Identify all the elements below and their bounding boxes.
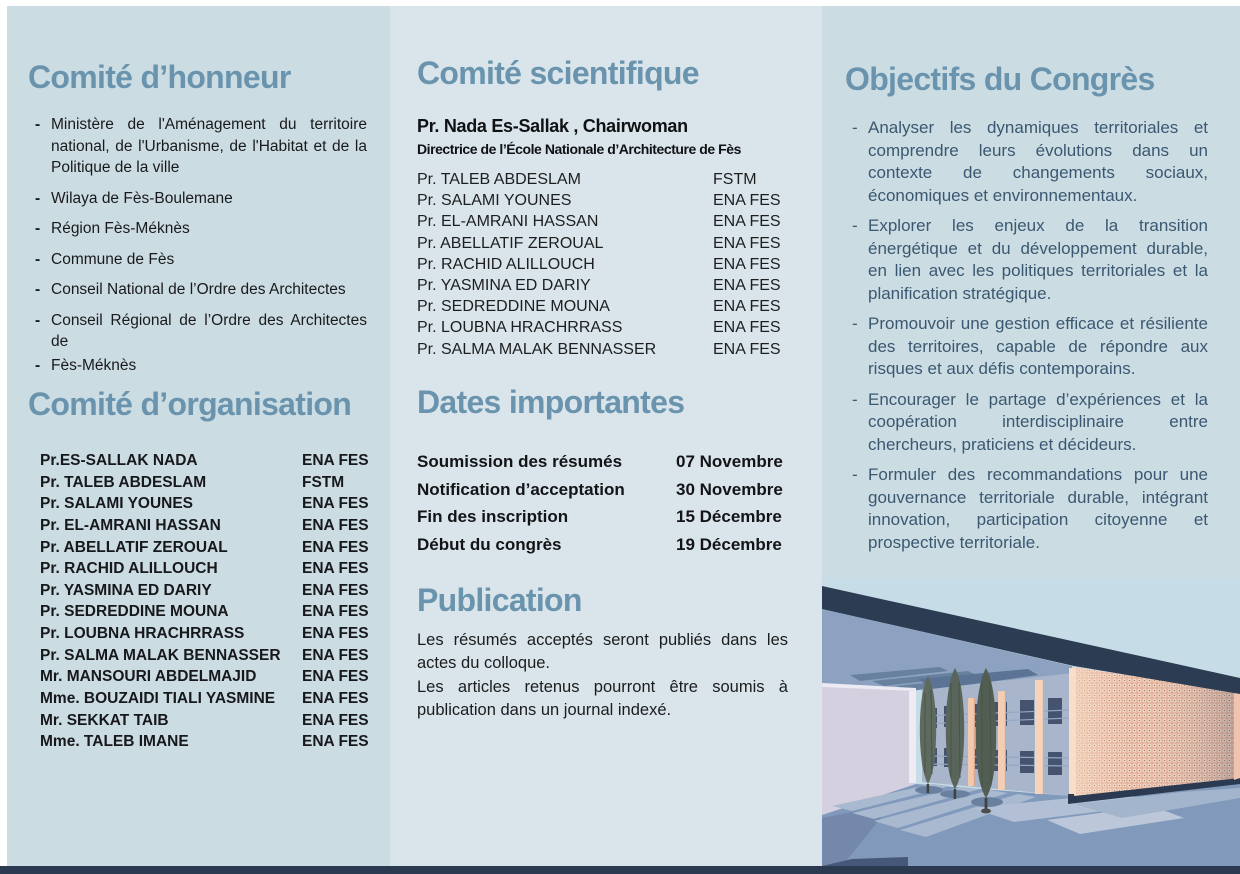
date-value: 30 Novembre bbox=[676, 479, 783, 499]
member-affiliation: ENA FES bbox=[713, 255, 781, 273]
dash-marker: - bbox=[852, 118, 858, 137]
member-name: Pr.ES-SALLAK NADA bbox=[40, 452, 198, 469]
date-row bbox=[417, 452, 789, 480]
date-label: Fin des inscription bbox=[417, 507, 569, 527]
dates-table bbox=[417, 452, 789, 563]
member-name: Pr. YASMINA ED DARIY bbox=[40, 581, 212, 599]
honneur-item-text: Conseil National de l’Ordre des Architectes bbox=[51, 281, 346, 298]
member-name: Mme. BOUZAIDI TIALI YASMINE bbox=[40, 690, 276, 708]
dash-marker: - bbox=[35, 311, 41, 329]
member-name: Pr. SEDREDDINE MOUNA bbox=[417, 298, 610, 316]
member-affiliation: ENA FES bbox=[302, 625, 369, 643]
member-name: Pr. YASMINA ED DARIY bbox=[417, 276, 591, 294]
honneur-item-text: Wilaya de Fès-Boulemane bbox=[51, 189, 233, 207]
objectif-item-text: Explorer les enjeux de la transition énergétique et du développement durable, en lien avec les politiques territoriales et la planification stratégique. bbox=[868, 216, 1208, 303]
member-affiliation: ENA FES bbox=[302, 711, 369, 729]
member-affiliation: ENA FES bbox=[302, 452, 369, 469]
honneur-item bbox=[35, 355, 367, 377]
honneur-item bbox=[35, 188, 367, 210]
member-affiliation: ENA FES bbox=[302, 690, 369, 708]
member-affiliation: ENA FES bbox=[713, 234, 781, 252]
objectif-item bbox=[852, 464, 1208, 554]
member-affiliation: ENA FES bbox=[302, 646, 369, 664]
member-row bbox=[40, 647, 370, 669]
member-affiliation: ENA FES bbox=[713, 192, 781, 210]
member-row bbox=[40, 690, 370, 712]
honneur-item bbox=[35, 310, 367, 353]
publication-paragraph: Les articles retenus pourront être soumis à publication dans un journal indexé. bbox=[417, 677, 788, 720]
dates-title: Dates importantes bbox=[417, 384, 685, 420]
honneur-item bbox=[35, 249, 367, 271]
member-row bbox=[40, 495, 370, 517]
member-name: Pr. SALAMI YOUNES bbox=[40, 495, 194, 513]
member-row bbox=[417, 235, 789, 256]
objectif-item-text: Formuler des recommandations pour une gouvernance territoriale durable, intégrant innovation, participation citoyenne et prospective territoriale. bbox=[868, 465, 1208, 552]
member-row bbox=[417, 256, 789, 277]
member-name: Mr. MANSOURI ABDELMAJID bbox=[40, 668, 257, 686]
member-affiliation: ENA FES bbox=[302, 668, 369, 686]
member-row bbox=[417, 171, 789, 192]
member-affiliation: ENA FES bbox=[713, 298, 781, 316]
member-name: Mme. TALEB IMANE bbox=[40, 733, 189, 751]
member-name: Pr. SALMA MALAK BENNASSER bbox=[40, 646, 281, 664]
objectif-item bbox=[852, 389, 1208, 457]
dash-marker: - bbox=[852, 465, 858, 484]
member-row bbox=[40, 539, 370, 561]
chairwoman-name: Pr. Nada Es-Sallak , Chairwoman bbox=[417, 116, 688, 136]
honneur-title: Comité d’honneur bbox=[28, 59, 291, 95]
back-facade bbox=[922, 673, 1072, 796]
member-affiliation: ENA FES bbox=[713, 276, 781, 294]
member-row bbox=[40, 560, 370, 582]
member-name: Mr. SEKKAT TAIB bbox=[40, 711, 169, 729]
date-value: 07 Novembre bbox=[676, 452, 783, 471]
publication-title: Publication bbox=[417, 582, 582, 618]
scientifique-title: Comité scientifique bbox=[417, 55, 699, 91]
member-row bbox=[40, 603, 370, 625]
member-affiliation: ENA FES bbox=[302, 560, 369, 578]
honneur-item-text: Conseil Régional de l’Ordre des Architectes de bbox=[51, 311, 367, 350]
objectif-item bbox=[852, 215, 1208, 305]
member-name: Pr. SEDREDDINE MOUNA bbox=[40, 603, 229, 621]
member-row bbox=[417, 213, 789, 234]
scientifique-member-table bbox=[417, 171, 789, 362]
member-name: Pr. TALEB ABDESLAM bbox=[417, 171, 581, 188]
date-row bbox=[417, 480, 789, 508]
organisation-member-table bbox=[40, 452, 370, 755]
date-value: 19 Décembre bbox=[676, 535, 782, 555]
date-label: Début du congrès bbox=[417, 535, 562, 555]
honneur-item-text: Région Fès-Méknès bbox=[51, 220, 190, 237]
objectif-item bbox=[852, 313, 1208, 381]
member-affiliation: ENA FES bbox=[302, 603, 369, 621]
honneur-item bbox=[35, 218, 367, 240]
member-affiliation: FSTM bbox=[713, 171, 757, 188]
member-name: Pr. SALMA MALAK BENNASSER bbox=[417, 340, 657, 358]
dash-marker: - bbox=[35, 220, 41, 237]
member-row bbox=[40, 625, 370, 647]
dash-marker: - bbox=[852, 314, 858, 333]
objectif-item-text: Promouvoir une gestion efficace et résiliente des territoires, capable de répondre aux risques et aux défis contemporains. bbox=[868, 314, 1208, 378]
member-name: Pr. RACHID ALILLOUCH bbox=[417, 255, 595, 273]
date-label: Notification d’acceptation bbox=[417, 479, 625, 499]
member-name: Pr. RACHID ALILLOUCH bbox=[40, 560, 218, 578]
honneur-item-text: Commune de Fès bbox=[51, 250, 175, 268]
dash-marker: - bbox=[35, 281, 41, 298]
date-value: 15 Décembre bbox=[676, 507, 782, 527]
member-name: Pr. LOUBNA HRACHRRASS bbox=[417, 319, 623, 337]
member-name: Pr. EL-AMRANI HASSAN bbox=[417, 213, 599, 231]
publication-paragraph: Les résumés acceptés seront publiés dans les actes du colloque. bbox=[417, 631, 788, 673]
date-row bbox=[417, 535, 789, 563]
member-name: Pr. EL-AMRANI HASSAN bbox=[40, 516, 221, 534]
honneur-item bbox=[35, 279, 367, 301]
publication-text bbox=[417, 629, 788, 723]
member-affiliation: ENA FES bbox=[302, 733, 369, 751]
dash-marker: - bbox=[852, 216, 858, 235]
member-name: Pr. ABELLATIF ZEROUAL bbox=[417, 234, 604, 252]
member-row bbox=[417, 319, 789, 340]
objectifs-list bbox=[852, 117, 1208, 562]
member-affiliation: ENA FES bbox=[302, 516, 369, 534]
member-name: Pr. ABELLATIF ZEROUAL bbox=[40, 538, 228, 556]
member-row bbox=[40, 582, 370, 604]
member-affiliation: FSTM bbox=[302, 473, 345, 491]
dash-marker: - bbox=[852, 389, 858, 409]
objectif-item bbox=[852, 117, 1208, 207]
honneur-item-text: Ministère de l'Aménagement du territoire national, de l'Urbanisme, de l'Habitat et de la Politique de la ville bbox=[51, 116, 367, 176]
dash-marker: - bbox=[35, 250, 41, 268]
member-row bbox=[40, 474, 370, 496]
member-affiliation: ENA FES bbox=[713, 213, 781, 231]
objectif-item-text: Analyser les dynamiques territoriales et comprendre leurs évolutions dans un contexte de changements sociaux, économiques et environnementaux. bbox=[868, 118, 1208, 205]
member-row bbox=[40, 452, 370, 474]
bottom-navy-bar bbox=[0, 866, 1240, 874]
member-affiliation: ENA FES bbox=[302, 538, 369, 556]
member-row bbox=[417, 192, 789, 213]
dash-marker: - bbox=[35, 356, 41, 374]
member-row bbox=[40, 517, 370, 539]
member-row bbox=[40, 712, 370, 734]
honneur-item bbox=[35, 114, 367, 179]
dash-marker: - bbox=[35, 116, 41, 133]
member-row bbox=[40, 668, 370, 690]
objectif-item-text: Encourager le partage d’expériences et la coopération interdisciplinaire entre chercheurs, praticiens et décideurs. bbox=[868, 389, 1208, 454]
member-row bbox=[417, 277, 789, 298]
member-row bbox=[417, 341, 789, 362]
member-affiliation: ENA FES bbox=[302, 581, 369, 599]
date-row bbox=[417, 507, 789, 535]
member-name: Pr. SALAMI YOUNES bbox=[417, 192, 572, 210]
dash-marker: - bbox=[35, 189, 41, 207]
member-row bbox=[417, 298, 789, 319]
member-name: Pr. LOUBNA HRACHRRASS bbox=[40, 625, 245, 643]
chairwoman-role: Directrice de l’École Nationale d’Architecture de Fès bbox=[417, 141, 741, 157]
member-affiliation: ENA FES bbox=[713, 340, 781, 358]
organisation-title: Comité d’organisation bbox=[28, 386, 352, 422]
member-name: Pr. TALEB ABDESLAM bbox=[40, 473, 207, 491]
honneur-item-text: Fès-Méknès bbox=[51, 356, 137, 374]
member-row bbox=[40, 733, 370, 755]
date-label: Soumission des résumés bbox=[417, 452, 623, 471]
member-affiliation: ENA FES bbox=[713, 319, 781, 337]
ena-fes-building-3d-render bbox=[822, 578, 1240, 866]
honneur-list bbox=[35, 114, 367, 385]
member-affiliation: ENA FES bbox=[302, 495, 369, 513]
objectifs-title: Objectifs du Congrès bbox=[845, 61, 1155, 97]
